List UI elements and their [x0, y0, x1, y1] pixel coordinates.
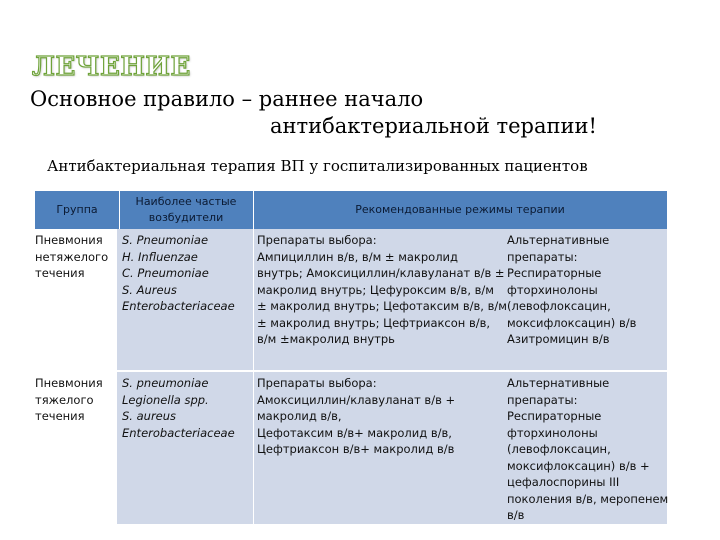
cell-line: макролид в/в, [257, 409, 342, 423]
cell-line: препараты: [507, 249, 578, 264]
cell-line: S. Pneumoniae [122, 233, 209, 247]
cell-line: Альтернативные [507, 376, 610, 390]
cell-line: Амоксициллин/клавуланат в/в + [257, 392, 456, 407]
cell-line: (левофлоксацин, [507, 442, 611, 456]
cell-line: H. Influenzae [122, 249, 198, 264]
cell-line: внутрь; Амоксициллин/клавуланат в/в ± [257, 266, 505, 280]
row-divider [253, 229, 254, 370]
cell-line: макролид внутрь; Цефуроксим в/в, в/м [257, 282, 494, 297]
row-divider [253, 372, 254, 524]
cell-line: моксифлоксацин) в/в [507, 315, 637, 330]
cell-group [35, 372, 117, 524]
cell-line: ± макролид внутрь; Цефтриаксон в/в, [257, 315, 491, 330]
table-row [35, 229, 667, 372]
cell-line: Enterobacteriaceae [122, 425, 235, 440]
cell-line: C. Pneumoniae [122, 266, 209, 280]
main-rule-line-2: антибактериальной терапии! [270, 114, 597, 138]
cell-line: Респираторные [507, 266, 602, 280]
cell-line: Препараты выбора: [257, 376, 377, 390]
cell-alternative [507, 375, 669, 524]
slide-title: ЛЕЧЕНИЕ [32, 52, 191, 82]
cell-agents [122, 375, 252, 441]
cell-line: течения [35, 409, 85, 423]
cell-line: цефалоспорины III [507, 475, 620, 489]
header-regimens: Рекомендованные режимы терапии [355, 203, 565, 216]
header-agents [119, 191, 253, 229]
cell-line: Респираторные [507, 409, 602, 423]
cell-alternative [507, 232, 665, 348]
cell-line: фторхинолоны [507, 282, 598, 297]
cell-line: Цефтриаксон в/в+ макролид в/в [257, 442, 455, 456]
cell-preferred [257, 232, 505, 348]
cell-preferred [257, 375, 505, 458]
cell-line: S. Aureus [122, 282, 177, 297]
cell-line: Альтернативные [507, 233, 610, 247]
cell-line: Пневмония [35, 376, 103, 390]
header-group: Группа [56, 203, 98, 216]
cell-line: в/м ±макролид внутрь [257, 332, 395, 346]
header-agents-line: возбудители [148, 211, 224, 224]
cell-line: моксифлоксацин) в/в + [507, 458, 650, 473]
cell-line: Препараты выбора: [257, 233, 377, 247]
table-row [35, 372, 667, 524]
cell-line: тяжелого [35, 392, 94, 407]
main-rule-line-1: Основное правило – раннее начало [30, 87, 424, 111]
cell-agents [122, 232, 252, 315]
table-caption: Антибактериальная терапия ВП у госпитализированных пациентов [47, 157, 588, 175]
cell-group [35, 229, 117, 370]
cell-line: Enterobacteriaceae [122, 299, 235, 313]
cell-line: ± макролид внутрь; Цефотаксим в/в, в/м [257, 299, 507, 313]
cell-line: S. aureus [122, 409, 177, 423]
cell-line: Пневмония [35, 233, 103, 247]
cell-line: поколения в/в, меропенем [507, 491, 669, 506]
cell-line: препараты: [507, 392, 578, 407]
cell-line: Азитромицин в/в [507, 332, 610, 346]
therapy-table [35, 191, 667, 524]
cell-line: (левофлоксацин, [507, 299, 611, 313]
cell-line: Ампициллин в/в, в/м ± макролид [257, 249, 458, 264]
cell-line: нетяжелого [35, 249, 109, 264]
cell-line: в/в [507, 508, 525, 522]
table-header-row [35, 191, 667, 229]
cell-line: Legionella spp. [122, 392, 209, 407]
cell-line: течения [35, 266, 85, 280]
header-agents-line: Наиболее частые [135, 195, 237, 208]
cell-line: фторхинолоны [507, 425, 598, 440]
cell-line: S. pneumoniae [122, 376, 209, 390]
cell-line: Цефотаксим в/в+ макролид в/в, [257, 425, 452, 440]
